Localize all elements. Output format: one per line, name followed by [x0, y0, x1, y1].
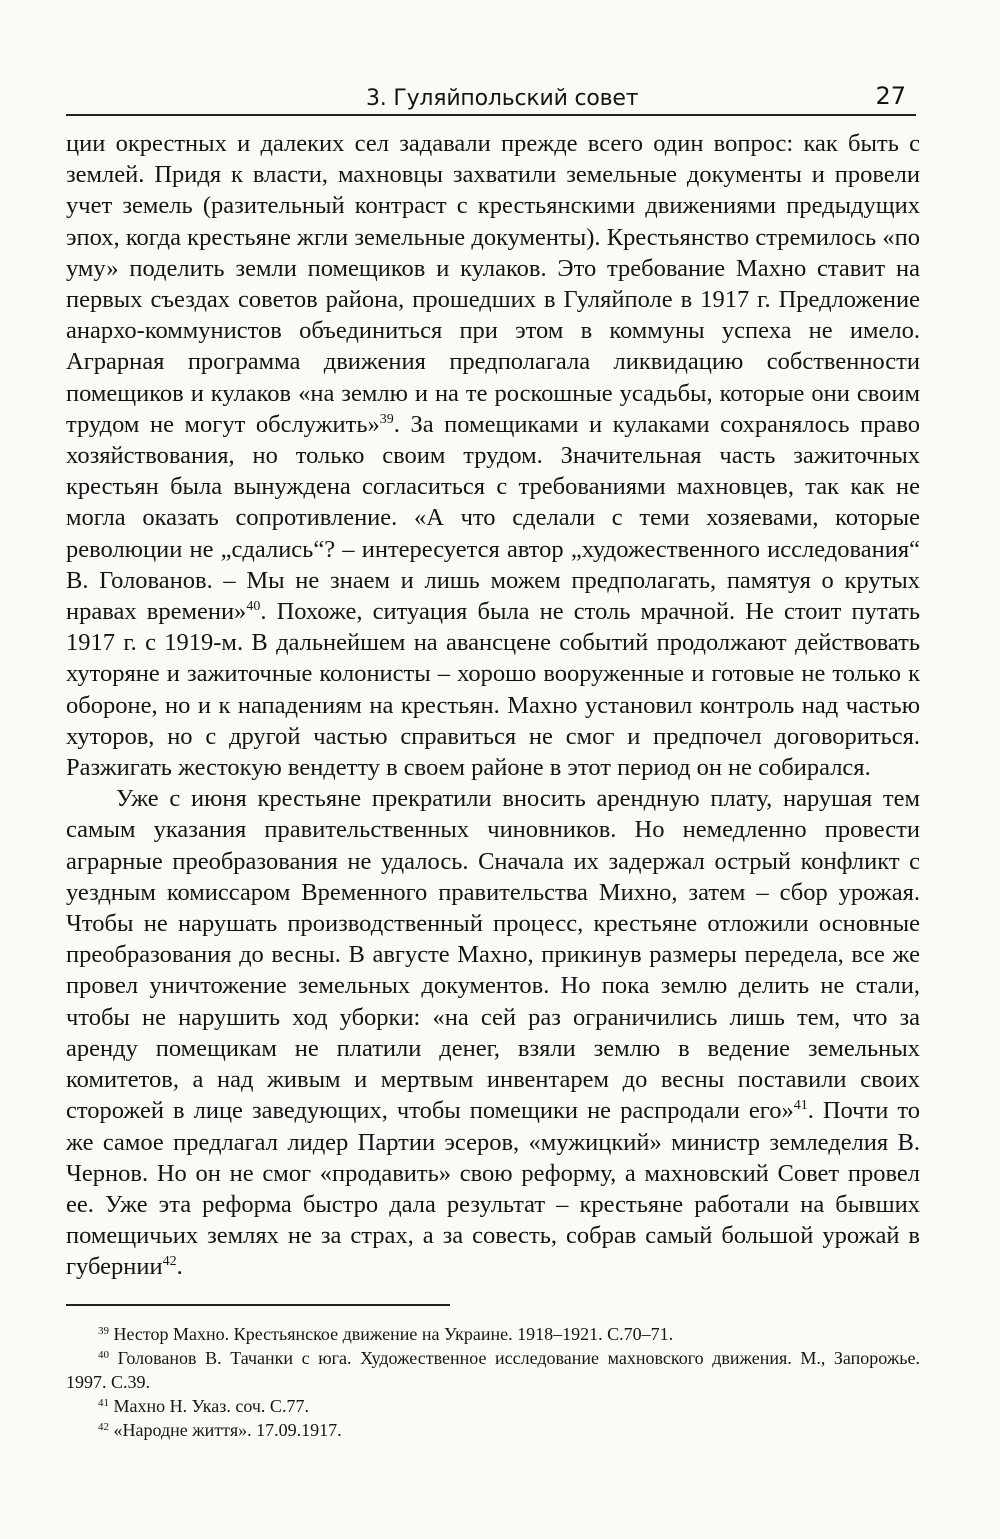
footnote-41 [66, 1394, 920, 1418]
footnotes [66, 1322, 920, 1442]
paragraph-1-text-c: . Похоже, ситуация была не столь мрачной. Не стоит путать 1917 г. с 1919-м. В дальнейшем на авансцене событий продолжают действовать хуторяне и зажиточные колонисты – хорошо вооруженные и готовые не только к обороне, но и к нападениям на крестьян. Махно установил контроль над частью хуторов, но с другой частью справиться не смог и предпочел договориться. Разжигать жестокую вендетту в своем районе в этот период он не собирался. [66, 598, 920, 782]
footnote-mark: 39 [98, 1325, 109, 1337]
footnote-ref-39: 39 [379, 411, 394, 427]
footnote-mark: 41 [98, 1397, 109, 1409]
header-rule [66, 114, 916, 116]
footnote-42 [66, 1418, 920, 1442]
footnote-text: Махно Н. Указ. соч. С.77. [113, 1396, 309, 1416]
footnote-ref-42: 42 [162, 1254, 177, 1270]
page-number: 27 [875, 82, 906, 110]
paragraph-1 [66, 128, 920, 783]
paragraph-2-text-b: . Почти то же самое предлагал лидер Партии эсеров, «мужицкий» министр земледелия В. Чернов. Но он не смог «продавить» свою реформу, а махновский Совет провел ее. Уже эта реформа быстро дала результат – крестьяне работали на бывших помещичьих землях не за страх, а за совесть, собрав самый большой урожай в губернии [66, 1097, 920, 1281]
footnote-mark: 40 [98, 1349, 109, 1361]
chapter-title: 3. Гуляйпольский совет [366, 86, 639, 111]
footnote-39 [66, 1322, 920, 1346]
footnote-ref-41: 41 [793, 1098, 808, 1114]
footnote-text: «Народне життя». 17.09.1917. [113, 1420, 342, 1440]
paragraph-1-text-b: . За помещиками и кулаками сохранялось право хозяйствования, но только своим трудом. Значительная часть зажиточных крестьян была вынуждена согласиться с требованиями махновцев, так как не могла оказать сопротивление. «А что сделали с теми хозяевами, которые революции не „сдались“? – интересуется автор „художественного исследования“ В. Голованов. – Мы не знаем и лишь можем предполагать, памятуя о крутых нравах времени» [66, 410, 920, 626]
footnote-ref-40: 40 [246, 599, 261, 615]
paragraph-1-text-a: ции окрестных и далеких сел задавали прежде всего один вопрос: как быть с землей. Придя к власти, махновцы захватили земельные документы и провели учет земель (разительный контраст с крестьянскими движениями предыдущих эпох, когда крестьяне жгли земельные документы). Крестьянство стремилось «по уму» поделить земли помещиков и кулаков. Это требование Махно ставит на первых съездах советов района, прошедших в Гуляйполе в 1917 г. Предложение анархо-коммунистов объединиться при этом в коммуны успеха не имело. Аграрная программа движения предполагала ликвидацию собственности помещиков и кулаков «на землю и на те роскошные усадьбы, которые они своим трудом не могут обслужить» [66, 130, 920, 438]
main-text [66, 128, 920, 1283]
running-header [66, 76, 916, 116]
paragraph-2: Уже с июня крестьяне прекратили вносить арендную плату, нарушая тем самым указания правительственных чиновников. Но немедленно провести аграрные преобразования не удалось. Сначала их задержал острый конфликт с уездным комиссаром Временного правительства Михно, затем – сбор урожая. Чтобы не нарушать производственный процесс, крестьяне отложили основные преобразования до весны. В августе Махно, прикинув размеры передела, все же провел уничтожение земельных документов. Но пока землю делить не стали, чтобы не нарушить ход уборки: «на сей раз ограничились лишь тем, что за аренду помещикам не платили денег, взяли землю в ведение земельных комитетов, а над живым и мертвым инвентарем до весны поставили своих сторожей в лице заведующих, чтобы помещики не распродали его»$^{41}$. Почти то же самое предлагал лидер Партии эсеров, «мужицкий» министр земледелия В. Чернов. Но он не смог «продавить» свою реформу, а махновский Совет провел ее. Уже эта реформа быстро дала результат – крестьяне работали на бывших помещичьих землях не за страх, а за совесть, собрав самый большой урожай в губернии$^{42}$. [66, 785, 920, 1281]
footnote-rule [66, 1304, 450, 1306]
footnote-40 [66, 1346, 920, 1394]
paragraph-2-text-a: Уже с июня крестьяне прекратили вносить арендную плату, нарушая тем самым указания правительственных чиновников. Но немедленно провести аграрные преобразования не удалось. Сначала их задержал острый конфликт с уездным комиссаром Временного правительства Михно, затем – сбор урожая. Чтобы не нарушать производственный процесс, крестьяне отложили основные преобразования до весны. В августе Махно, прикинув размеры передела, все же провел уничтожение земельных документов. Но пока землю делить не стали, чтобы не нарушить ход уборки: «на сей раз ограничились лишь тем, что за аренду помещикам не платили денег, взяли землю в ведение земельных комитетов, а над живым и мертвым инвентарем до весны поставили своих сторожей в лице заведующих, чтобы помещики не распродали его» [66, 785, 920, 1125]
footnote-mark: 42 [98, 1421, 109, 1433]
footnote-text: Нестор Махно. Крестьянское движение на Украине. 1918–1921. С.70–71. [113, 1324, 674, 1344]
footnote-text: Голованов В. Тачанки с юга. Художественное исследование махновского движения. М., Запорожье. 1997. С.39. [66, 1348, 920, 1392]
